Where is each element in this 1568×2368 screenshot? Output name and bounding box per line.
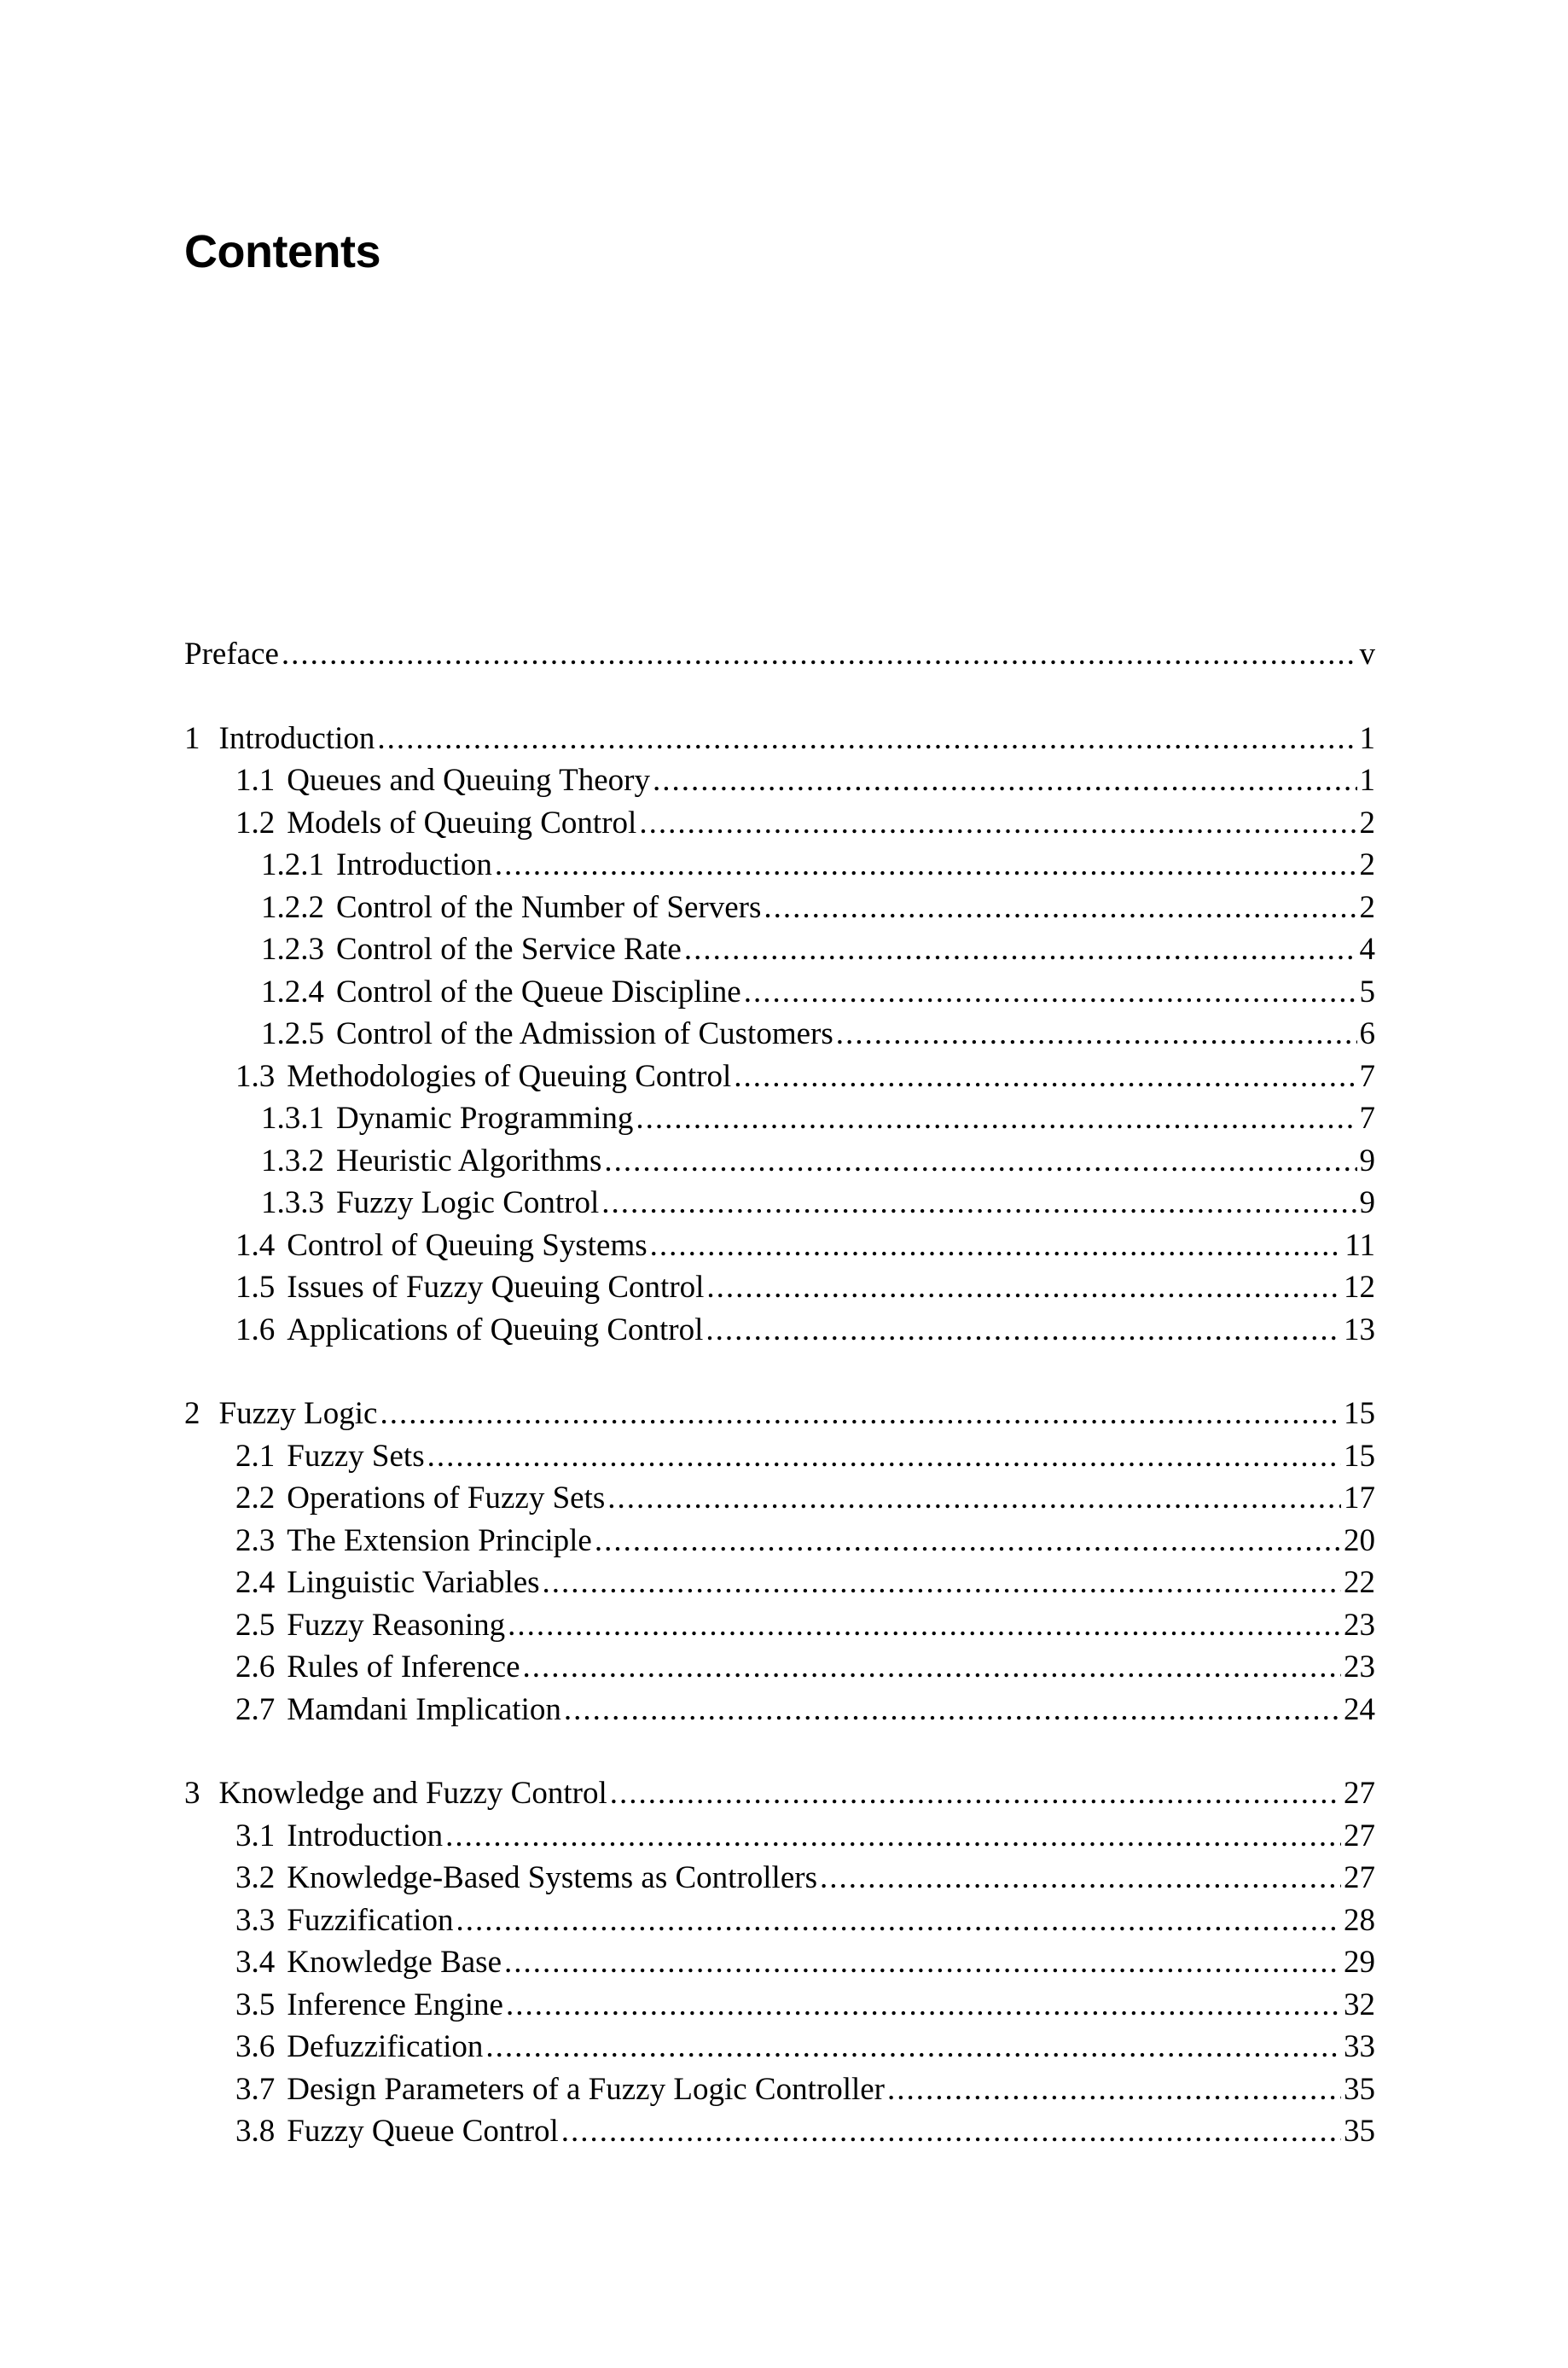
toc-entry-title: Knowledge and Fuzzy Control	[218, 1776, 607, 1811]
toc-entry-page-number: 9	[1359, 1185, 1375, 1220]
dot-leader	[504, 1941, 1341, 1984]
toc-entry[interactable]	[184, 1689, 1375, 1731]
toc-entry-page-number: 7	[1359, 1058, 1375, 1094]
dot-leader	[543, 1562, 1341, 1604]
dot-leader	[377, 718, 1356, 760]
toc-entry-page-number: v	[1359, 637, 1375, 672]
toc-entry[interactable]	[184, 1182, 1375, 1225]
toc-entry-title: Methodologies of Queuing Control	[287, 1058, 732, 1094]
toc-entry-page-number: 15	[1344, 1396, 1375, 1431]
toc-entry-page-number: 23	[1344, 1607, 1375, 1643]
toc-entry[interactable]	[184, 1056, 1375, 1098]
toc-entry-number: 1.4	[235, 1227, 276, 1263]
toc-entry-title: Fuzzy Sets	[287, 1438, 425, 1474]
toc-entry-title: Mamdani Implication	[287, 1691, 561, 1727]
toc-group	[184, 1772, 1375, 2153]
toc-entry-page-number: 11	[1344, 1227, 1375, 1263]
toc-entry[interactable]	[184, 718, 1375, 760]
toc-entry-page-number: 33	[1344, 2029, 1375, 2064]
toc-entry-number: 1.2.1	[261, 847, 324, 882]
toc-entry-page-number: 15	[1344, 1438, 1375, 1474]
toc-entry-title: The Extension Principle	[287, 1522, 592, 1558]
toc-entry-title: Control of the Admission of Customers	[336, 1016, 833, 1051]
toc-entry[interactable]	[184, 1309, 1375, 1352]
toc-entry-page-number: 7	[1359, 1101, 1375, 1136]
toc-entry-number: 1.3	[235, 1058, 276, 1094]
toc-entry-number: 1.6	[235, 1312, 276, 1347]
toc-entry-number: 3.7	[235, 2071, 276, 2107]
dot-leader	[380, 1393, 1341, 1435]
dot-leader	[445, 1815, 1341, 1858]
toc-entry-title: Fuzzy Reasoning	[287, 1607, 506, 1643]
toc-entry-number: 2	[184, 1396, 200, 1431]
toc-entry-page-number: 27	[1344, 1860, 1375, 1895]
dot-leader	[508, 1604, 1341, 1647]
toc-entry-page-number: 2	[1359, 847, 1375, 882]
toc-group	[184, 633, 1375, 676]
toc-entry-title: Dynamic Programming	[336, 1101, 634, 1136]
toc-entry[interactable]	[184, 1520, 1375, 1562]
dot-leader	[636, 1097, 1356, 1140]
toc-entry[interactable]	[184, 1393, 1375, 1435]
toc-entry[interactable]	[184, 1646, 1375, 1689]
toc-entry-page-number: 35	[1344, 2071, 1375, 2107]
toc-entry-number: 3.4	[235, 1945, 276, 1980]
toc-entry-title: Design Parameters of a Fuzzy Logic Controller	[287, 2071, 885, 2107]
dot-leader	[734, 1056, 1356, 1098]
toc-entry[interactable]	[184, 844, 1375, 887]
toc-entry-number: 1.1	[235, 763, 276, 798]
toc-entry-title: Fuzzy Logic Control	[336, 1185, 600, 1220]
toc-entry-page-number: 6	[1359, 1016, 1375, 1051]
dot-leader	[836, 1013, 1357, 1056]
toc-entry[interactable]	[184, 1097, 1375, 1140]
toc-entry-page-number: 29	[1344, 1945, 1375, 1980]
toc-entry-number: 2.5	[235, 1607, 276, 1643]
toc-entry[interactable]	[184, 2026, 1375, 2068]
toc-entry-title: Introduction	[336, 847, 492, 882]
toc-entry-number: 3.8	[235, 2114, 276, 2149]
toc-entry-number: 3.1	[235, 1818, 276, 1853]
toc-entry-title: Operations of Fuzzy Sets	[287, 1481, 606, 1516]
toc-entry-title: Rules of Inference	[287, 1649, 520, 1684]
toc-entry-number: 1.2.5	[261, 1016, 324, 1051]
toc-entry-page-number: 1	[1359, 763, 1375, 798]
toc-entry-number: 1.5	[235, 1270, 276, 1305]
toc-entry-title: Knowledge Base	[287, 1945, 502, 1980]
toc-entry-number: 2.6	[235, 1649, 276, 1684]
toc-entry-number: 3	[184, 1776, 200, 1811]
toc-entry-title: Heuristic Algorithms	[336, 1143, 602, 1178]
toc-entry[interactable]	[184, 759, 1375, 802]
dot-leader	[485, 2026, 1341, 2068]
toc-entry-title: Inference Engine	[287, 1987, 503, 2022]
toc-entry-number: 1.2.2	[261, 889, 324, 925]
toc-entry-page-number: 2	[1359, 889, 1375, 925]
dot-leader	[601, 1182, 1356, 1225]
toc-entry[interactable]	[184, 887, 1375, 929]
dot-leader	[561, 2110, 1341, 2153]
toc-entry-page-number: 12	[1344, 1270, 1375, 1305]
toc-entry-page-number: 22	[1344, 1565, 1375, 1600]
dot-leader	[684, 928, 1357, 971]
toc-entry-title: Linguistic Variables	[287, 1565, 540, 1600]
toc-entry-number: 3.6	[235, 2029, 276, 2064]
toc-entry[interactable]	[184, 1772, 1375, 1815]
toc-entry[interactable]	[184, 1435, 1375, 1478]
dot-leader	[456, 1900, 1341, 1942]
toc-entry-page-number: 28	[1344, 1902, 1375, 1938]
toc-entry[interactable]	[184, 1941, 1375, 1984]
dot-leader	[282, 633, 1357, 676]
toc-entry-number: 1.2.3	[261, 932, 324, 967]
toc-entry-page-number: 24	[1344, 1691, 1375, 1727]
dot-leader	[706, 1266, 1341, 1309]
dot-leader	[564, 1689, 1341, 1731]
toc-entry[interactable]	[184, 1477, 1375, 1520]
toc-entry-title: Fuzzy Logic	[218, 1396, 378, 1431]
toc-entry[interactable]	[184, 1140, 1375, 1183]
toc-group	[184, 1393, 1375, 1731]
dot-leader	[506, 1984, 1341, 2027]
dot-leader	[610, 1772, 1341, 1815]
toc-entry[interactable]	[184, 1900, 1375, 1942]
toc-entry-number: 2.7	[235, 1691, 276, 1727]
toc-entry[interactable]	[184, 1266, 1375, 1309]
toc-entry-title: Preface	[184, 637, 279, 672]
toc-entry-number: 2.2	[235, 1481, 276, 1516]
toc-entry-title: Issues of Fuzzy Queuing Control	[287, 1270, 705, 1305]
toc-entry-number: 3.3	[235, 1902, 276, 1938]
toc-entry-page-number: 9	[1359, 1143, 1375, 1178]
toc-entry[interactable]	[184, 1857, 1375, 1900]
dot-leader	[495, 844, 1357, 887]
toc-entry-title: Control of the Service Rate	[336, 932, 682, 967]
toc-entry[interactable]	[184, 1013, 1375, 1056]
toc-entry-title: Control of the Queue Discipline	[336, 974, 741, 1009]
toc-entry-page-number: 2	[1359, 805, 1375, 841]
toc-entry-number: 1.3.1	[261, 1101, 324, 1136]
dot-leader	[820, 1857, 1341, 1900]
toc-entry-number: 1.2.4	[261, 974, 324, 1009]
toc-entry[interactable]	[184, 1604, 1375, 1647]
toc-entry[interactable]	[184, 1225, 1375, 1267]
toc-entry-page-number: 5	[1359, 974, 1375, 1009]
toc-entry-title: Queues and Queuing Theory	[287, 763, 650, 798]
toc-entry[interactable]	[184, 971, 1375, 1014]
dot-leader	[653, 759, 1357, 802]
toc-entry-page-number: 20	[1344, 1522, 1375, 1558]
table-of-contents	[184, 633, 1375, 2195]
toc-entry-number: 1.2	[235, 805, 276, 841]
toc-entry-number: 3.5	[235, 1987, 276, 2022]
toc-entry-number: 1.3.3	[261, 1185, 324, 1220]
dot-leader	[887, 2068, 1341, 2111]
toc-entry-title: Introduction	[287, 1818, 444, 1853]
toc-entry[interactable]	[184, 1815, 1375, 1858]
toc-entry-number: 2.3	[235, 1522, 276, 1558]
page-title: Contents	[184, 226, 380, 277]
dot-leader	[764, 887, 1356, 929]
toc-entry-title: Defuzzification	[287, 2029, 484, 2064]
toc-entry[interactable]	[184, 1984, 1375, 2027]
toc-entry-title: Fuzzy Queue Control	[287, 2114, 559, 2149]
toc-group	[184, 718, 1375, 1352]
dot-leader	[604, 1140, 1356, 1183]
toc-entry[interactable]	[184, 802, 1375, 845]
dot-leader	[744, 971, 1357, 1014]
toc-entry-page-number: 35	[1344, 2114, 1375, 2149]
toc-entry-title: Fuzzification	[287, 1902, 454, 1938]
dot-leader	[639, 802, 1356, 845]
toc-entry[interactable]	[184, 928, 1375, 971]
toc-entry-title: Models of Queuing Control	[287, 805, 637, 841]
dot-leader	[523, 1646, 1341, 1689]
toc-entry[interactable]	[184, 2068, 1375, 2111]
toc-entry-title: Knowledge-Based Systems as Controllers	[287, 1860, 817, 1895]
toc-entry-title: Control of the Number of Servers	[336, 889, 762, 925]
toc-entry-number: 2.1	[235, 1438, 276, 1474]
toc-entry-title: Introduction	[218, 720, 375, 756]
toc-entry-page-number: 23	[1344, 1649, 1375, 1684]
toc-entry-number: 3.2	[235, 1860, 276, 1895]
toc-entry-page-number: 1	[1359, 720, 1375, 756]
toc-entry-title: Applications of Queuing Control	[287, 1312, 704, 1347]
toc-entry-page-number: 4	[1359, 932, 1375, 967]
toc-entry-page-number: 13	[1344, 1312, 1375, 1347]
toc-entry[interactable]	[184, 1562, 1375, 1604]
toc-entry[interactable]	[184, 2110, 1375, 2153]
toc-entry-page-number: 32	[1344, 1987, 1375, 2022]
dot-leader	[706, 1309, 1341, 1352]
dot-leader	[595, 1520, 1341, 1562]
toc-entry-number: 1	[184, 720, 200, 756]
toc-entry-page-number: 27	[1344, 1818, 1375, 1853]
dot-leader	[650, 1225, 1343, 1267]
toc-entry-title: Control of Queuing Systems	[287, 1227, 648, 1263]
dot-leader	[427, 1435, 1341, 1478]
toc-entry-page-number: 27	[1344, 1776, 1375, 1811]
toc-entry-number: 2.4	[235, 1565, 276, 1600]
dot-leader	[607, 1477, 1341, 1520]
toc-entry-number: 1.3.2	[261, 1143, 324, 1178]
toc-entry[interactable]	[184, 633, 1375, 676]
toc-entry-page-number: 17	[1344, 1481, 1375, 1516]
